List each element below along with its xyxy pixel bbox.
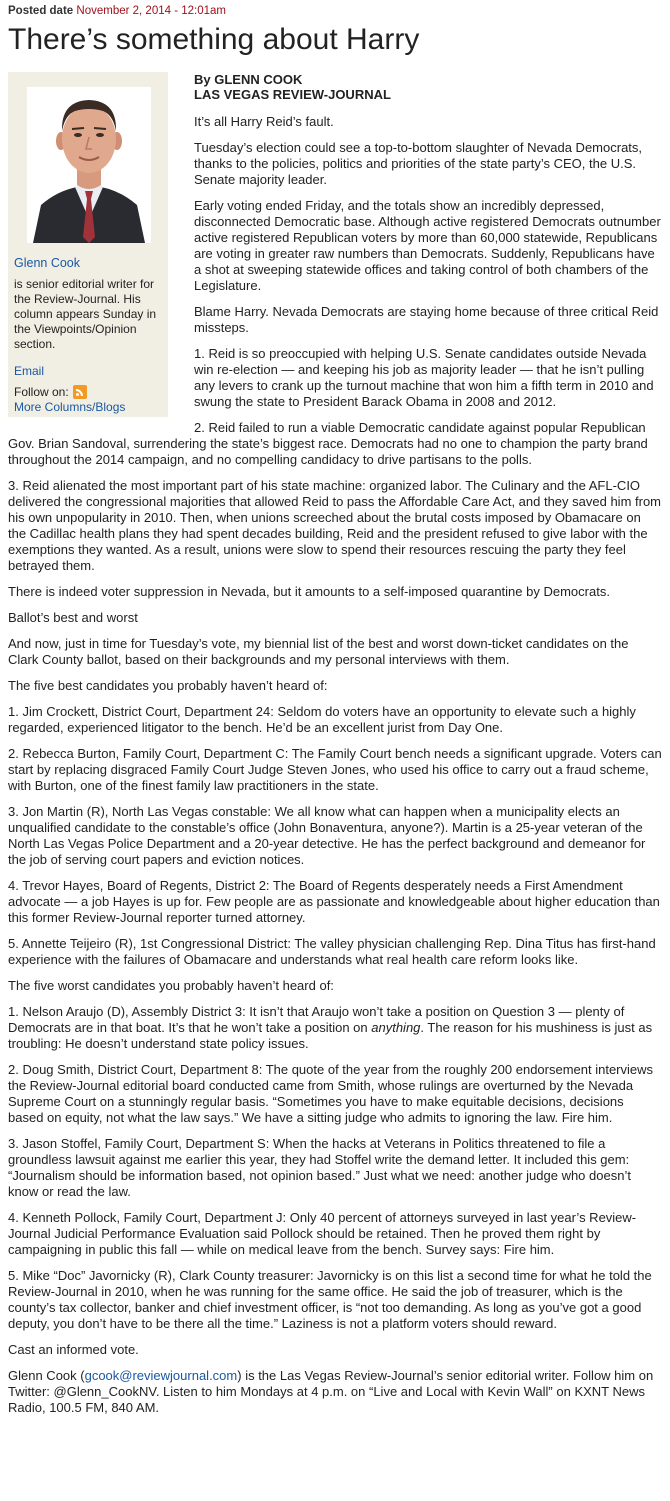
follow-on (14, 385, 164, 400)
section-heading: Ballot’s best and worst (8, 610, 138, 625)
posted-date: November 2, 2014 - 12:01am (76, 5, 226, 17)
article-title: There’s something about Harry (8, 23, 420, 56)
paragraph: Early voting ended Friday, and the totals show an incredibly depressed, disconnected Democratic base. Although active registered Democrats outnumber active registered Republican voters by more than 60,000 statewide, Republicans are voting in greater raw numbers than Democrats. Suddenly, Republicans have a shot at sweeping statewide offices and taking control of both chambers of the Legislature. (194, 198, 661, 293)
footer-text-end: ) is the Las Vegas Review-Journal’s senior editorial writer. Follow him on Twitter: @Glenn_CookNV. Listen to him Mondays at 4 p.m. on “Live and Local with Kevin Wall” on KXNT News Radio, 100.5 FM, 840 AM. (8, 1368, 654, 1415)
emphasis: anything (371, 1020, 421, 1035)
paragraph: And now, just in time for Tuesday’s vote, my biennial list of the best and worst down-ticket candidates on the Clark County ballot, based on their backgrounds and my personal interviews with them. (8, 636, 629, 667)
author-sidebar (8, 72, 168, 417)
paragraph: 2. Reid failed to run a viable Democratic candidate against popular Republican Gov. Brian Sandoval, surrendering the state’s biggest race. Democrats had no one to champion the party brand throughout the 2014 campaign, and no compelling candidacy to drive partisans to the polls. (8, 420, 648, 467)
author-bio: is senior editorial writer for the Review-Journal. His column appears Sunday in the Viewpoints/Opinion section. (14, 277, 157, 351)
paragraph: The five best candidates you probably haven’t heard of: (8, 678, 328, 693)
paragraph: 4. Trevor Hayes, Board of Regents, District 2: The Board of Regents desperately needs a First Amendment advocate — a job Hayes is up for. Few people are as passionate and knowledgeable about higher education than this former Review-Journal reporter turned attorney. (8, 878, 660, 925)
posted-date-line (8, 4, 662, 19)
author-footer (8, 1368, 662, 1416)
byline-author: By GLENN COOK (194, 72, 303, 87)
paragraph: The five worst candidates you probably haven’t heard of: (8, 978, 334, 993)
paragraph: 5. Mike “Doc” Javornicky (R), Clark County treasurer: Javornicky is on this list a second time for what he told the Review-Journal in 2010, when he was running for the same office. He said the job of treasurer, which is the county’s tax collector, banker and chief investment officer, is “not too demanding. As long as you’ve got a good deputy, you don’t have to be there all the time.” Laziness is not a platform voters should reward. (8, 1268, 652, 1331)
paragraph (8, 1004, 662, 1052)
paragraph: 1. Reid is so preoccupied with helping U.S. Senate candidates outside Nevada win re-election — and keeping his job as majority leader — that he isn’t pulling any levers to crank up the turnout machine that won him a fifth term in 2010 and swung the state to President Barack Obama in 2008 and 2012. (194, 346, 654, 409)
paragraph: 3. Jon Martin (R), North Las Vegas constable: We all know what can happen when a municipality elects an unqualified candidate to the constable’s office (John Bonaventura, anyone?). Martin is a 25-year veteran of the North Las Vegas Police Department and a 20-year detective. He has the perfect background and demeanor for the job of serving court papers and eviction notices. (8, 804, 646, 867)
byline-publication: LAS VEGAS REVIEW-JOURNAL (194, 87, 391, 102)
paragraph: Blame Harry. Nevada Democrats are staying home because of three critical Reid missteps. (194, 304, 659, 335)
paragraph: 3. Reid alienated the most important part of his state machine: organized labor. The Culinary and the AFL-CIO delivered the congressional majorities that allowed Reid to pass the Affordable Care Act, and they saved him from his own unpopularity in 2010. Then, when unions screeched about the brutal costs imposed by Obamacare on the Cadillac health plans they had spent decades building, Reid and the president refused to give labor with the exemptions they wanted. As a result, unions were slow to spend their resources rescuing the party they feel betrayed them. (8, 478, 662, 573)
author-photo (27, 87, 151, 243)
paragraph: 4. Kenneth Pollock, Family Court, Department J: Only 40 percent of attorneys surveyed in last year’s Review-Journal Judicial Performance Evaluation said Pollock should be retained. Then he proved them right by campaigning in public this fall — while on medical leave from the bench. Survey says: Fire him. (8, 1210, 637, 1257)
paragraph: 3. Jason Stoffel, Family Court, Department S: When the hacks at Veterans in Politics threatened to file a groundless lawsuit against me earlier this year, they had Stoffel write the demand letter. It included this gem: “Journalism should be information based, not opinion based.” Just what we need: another judge who doesn’t know or read the law. (8, 1136, 631, 1199)
paragraph: There is indeed voter suppression in Nevada, but it amounts to a self-imposed quarantine by Democrats. (8, 584, 610, 599)
posted-label: Posted date (8, 5, 74, 17)
author-info (14, 256, 164, 415)
paragraph: 5. Annette Teijeiro (R), 1st Congressional District: The valley physician challenging Rep. Dina Titus has first-hand experience with the failures of Obamacare and understands what real health care reform looks like. (8, 936, 656, 967)
paragraph: 1. Jim Crockett, District Court, Department 24: Seldom do voters have an opportunity to elevate such a highly regarded, experienced litigator to the bench. He’d be an excellent jurist from Day One. (8, 704, 636, 735)
email-link[interactable]: Email (14, 364, 45, 378)
paragraph: Cast an informed vote. (8, 1342, 139, 1357)
araujo-text-start: 1. Nelson Araujo (D), Assembly District 3: It isn’t that Araujo won’t take a position on Question 3 — plenty of Democrats are in that boat. It’s that he won’t take a position on (8, 1004, 625, 1035)
paragraph: 2. Doug Smith, District Court, Department 8: The quote of the year from the roughly 200 endorsement interviews the Review-Journal editorial board conducted came from Smith, whose rulings are overturned by the Nevada Supreme Court on a stunningly regular basis. “Sometimes you have to make equitable decisions, decisions based on equity, not what the law says.” We have a sitting judge who admits to ignoring the law. Fire him. (8, 1062, 654, 1125)
paragraph: It’s all Harry Reid’s fault. (194, 114, 334, 129)
footer-email-link[interactable]: gcook@reviewjournal.com (84, 1368, 238, 1383)
more-columns-link[interactable]: More Columns/Blogs (14, 400, 126, 414)
araujo-text-end: . The reason for his mushiness is just as troubling: He doesn’t understand state policy issues. (8, 1020, 653, 1051)
paragraph: 2. Rebecca Burton, Family Court, Department C: The Family Court bench needs a significant upgrade. Voters can start by replacing disgraced Family Court Judge Steven Jones, who used his office to carry out a fraud scheme, with Burton, one of the finest family law practitioners in the state. (8, 746, 662, 793)
follow-label: Follow on: (14, 385, 69, 399)
paragraph: Tuesday’s election could see a top-to-bottom slaughter of Nevada Democrats, thanks to the policies, politics and priorities of the state party’s CEO, the U.S. Senate majority leader. (194, 140, 643, 187)
author-name-link[interactable]: Glenn Cook (14, 256, 81, 270)
rss-icon[interactable] (73, 385, 87, 399)
footer-text-start: Glenn Cook ( (8, 1368, 85, 1383)
